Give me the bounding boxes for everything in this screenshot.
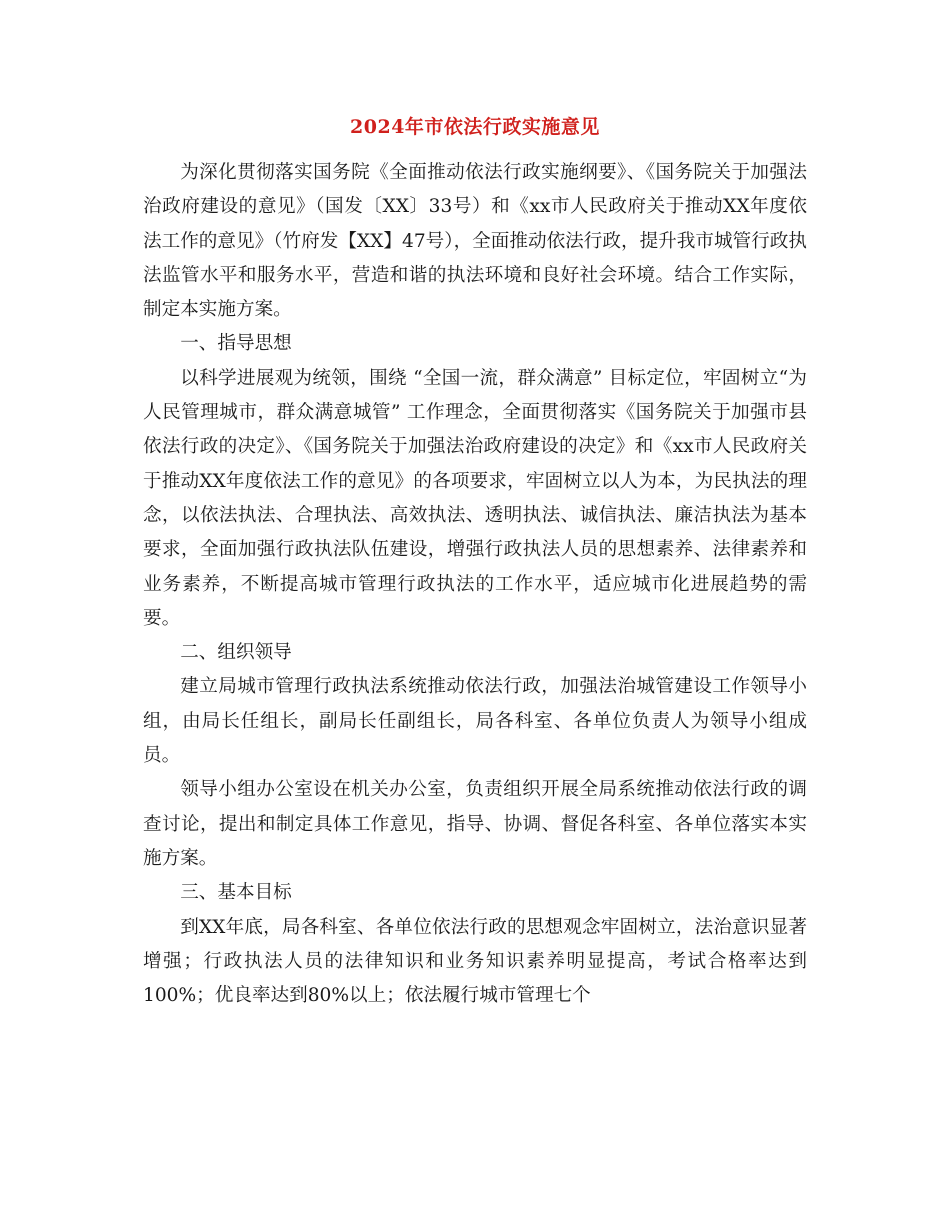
- section-heading-basic-goals: 三、基本目标: [180, 882, 292, 904]
- section-heading-organization-leadership: 二、组织领导: [180, 642, 292, 664]
- leadership-office-paragraph: 领导小组办公室设在机关办公室，负责组织开展全局系统推动依法行政的调查讨论，提出和制定具体工作意见，指导、协调、督促各科室、各单位落实本实施方案。: [143, 779, 807, 869]
- section-heading-guiding-ideology: 一、指导思想: [180, 333, 292, 355]
- leadership-group-paragraph: 建立局城市管理行政执法系统推动依法行政，加强法治城管建设工作领导小组，由局长任组长，副局长任副组长，局各科室、各单位负责人为领导小组成员。: [143, 676, 807, 767]
- guiding-ideology-paragraph: 以科学进展观为统领，围绕 “全国一流，群众满意” 目标定位，牢固树立“为人民管理城市，群众满意城管” 工作理念，全面贯彻落实《国务院关于加强市县依法行政的决定》、《国务院关于加强法治政府建设的决定》和《xx市人民政府关于推动XX年度依法工作的意见》的各项要求，牢固树立以人为本，为民执法的理念，以依法执法、合理执法、高效执法、透明执法、诚信执法、廉洁执法为基本要求，全面加强行政执法队伍建设，增强行政执法人员的思想素养、法律素养和业务素养，不断提高城市管理行政执法的工作水平，适应城市化进展趋势的需要。: [143, 367, 807, 629]
- document-title: 2024年市依法行政实施意见: [350, 116, 600, 138]
- basic-goals-paragraph: 到XX年底，局各科室、各单位依法行政的思想观念牢固树立，法治意识显著增强；行政执法人员的法律知识和业务知识素养明显提高，考试合格率达到100%；优良率达到80%以上；依法履行城市管理七个: [143, 916, 807, 1007]
- intro-paragraph: 为深化贯彻落实国务院《全面推动依法行政实施纲要》、《国务院关于加强法治政府建设的意见》（国发〔XX〕33号）和《xx市人民政府关于推动XX年度依法工作的意见》（竹府发【XX】47号），全面推动依法行政，提升我市城管行政执法监管水平和服务水平，营造和谐的执法环境和良好社会环境。结合工作实际，制定本实施方案。: [143, 162, 807, 321]
- document-body: [143, 156, 807, 1013]
